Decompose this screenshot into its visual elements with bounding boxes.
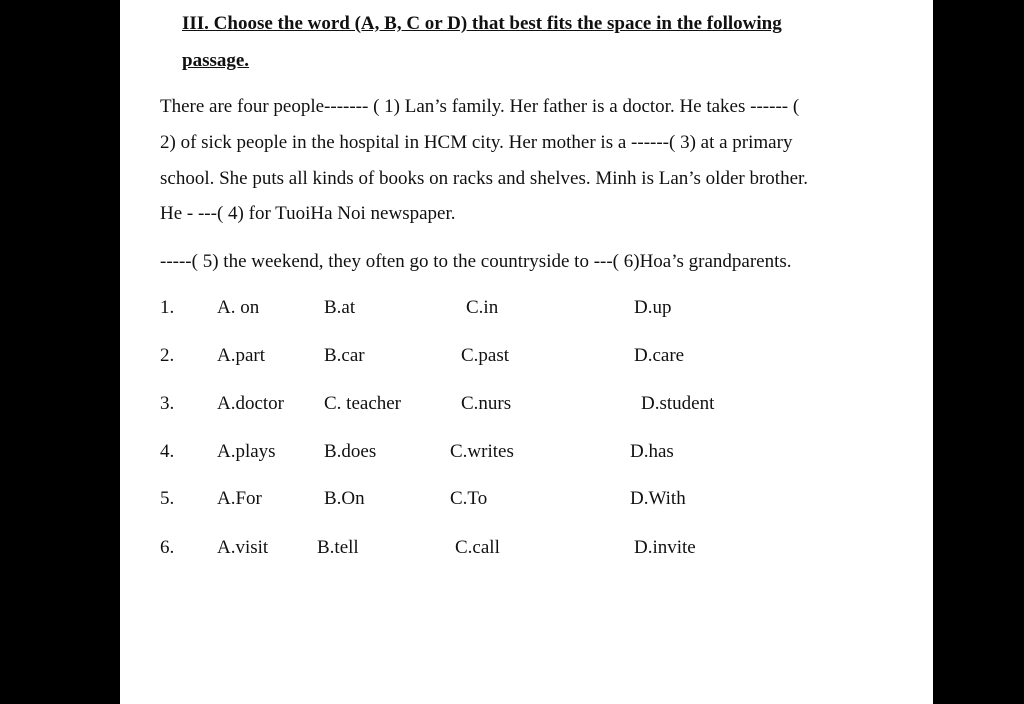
option-c: C.writes — [450, 441, 514, 462]
option-b: B.at — [324, 297, 356, 318]
passage-line: -----( 5) the weekend, they often go to the countryside to ---( 6)Hoa’s grandparents. — [160, 251, 792, 272]
option-b: C. teacher — [324, 393, 402, 414]
option-c: C.in — [466, 297, 499, 318]
option-b: B.On — [324, 488, 365, 509]
question-number: 2. — [160, 345, 175, 366]
question-number: 6. — [160, 537, 175, 558]
document-page — [120, 0, 933, 704]
option-d: D.has — [630, 441, 674, 462]
option-c: C.nurs — [461, 393, 512, 414]
option-a: A.part — [217, 345, 266, 366]
section-heading-continuation: passage. — [182, 50, 250, 71]
option-d: D.invite — [634, 537, 696, 558]
option-d: D.up — [634, 297, 672, 318]
option-b: B.tell — [317, 537, 359, 558]
section-heading: III. Choose the word (A, B, C or D) that best fits the space in the following — [182, 13, 782, 34]
question-number: 1. — [160, 297, 175, 318]
option-c: C.past — [461, 345, 510, 366]
option-a: A. on — [217, 297, 260, 318]
option-d: D.With — [630, 488, 686, 509]
passage-line: school. She puts all kinds of books on racks and shelves. Minh is Lan’s older brother. — [160, 168, 809, 189]
option-a: A.doctor — [217, 393, 285, 414]
option-a: A.visit — [217, 537, 269, 558]
passage-line: 2) of sick people in the hospital in HCM city. Her mother is a ------( 3) at a primary — [160, 132, 793, 153]
option-d: D.student — [641, 393, 715, 414]
option-b: B.does — [324, 441, 377, 462]
question-number: 5. — [160, 488, 175, 509]
option-a: A.plays — [217, 441, 276, 462]
option-c: C.call — [455, 537, 500, 558]
passage-line: He - ---( 4) for TuoiHa Noi newspaper. — [160, 203, 456, 224]
question-number: 4. — [160, 441, 175, 462]
option-d: D.care — [634, 345, 685, 366]
option-b: B.car — [324, 345, 365, 366]
option-c: C.To — [450, 488, 488, 509]
option-a: A.For — [217, 488, 262, 509]
question-number: 3. — [160, 393, 175, 414]
passage-line: There are four people------- ( 1) Lan’s family. Her father is a doctor. He takes ------ ( — [160, 96, 800, 117]
